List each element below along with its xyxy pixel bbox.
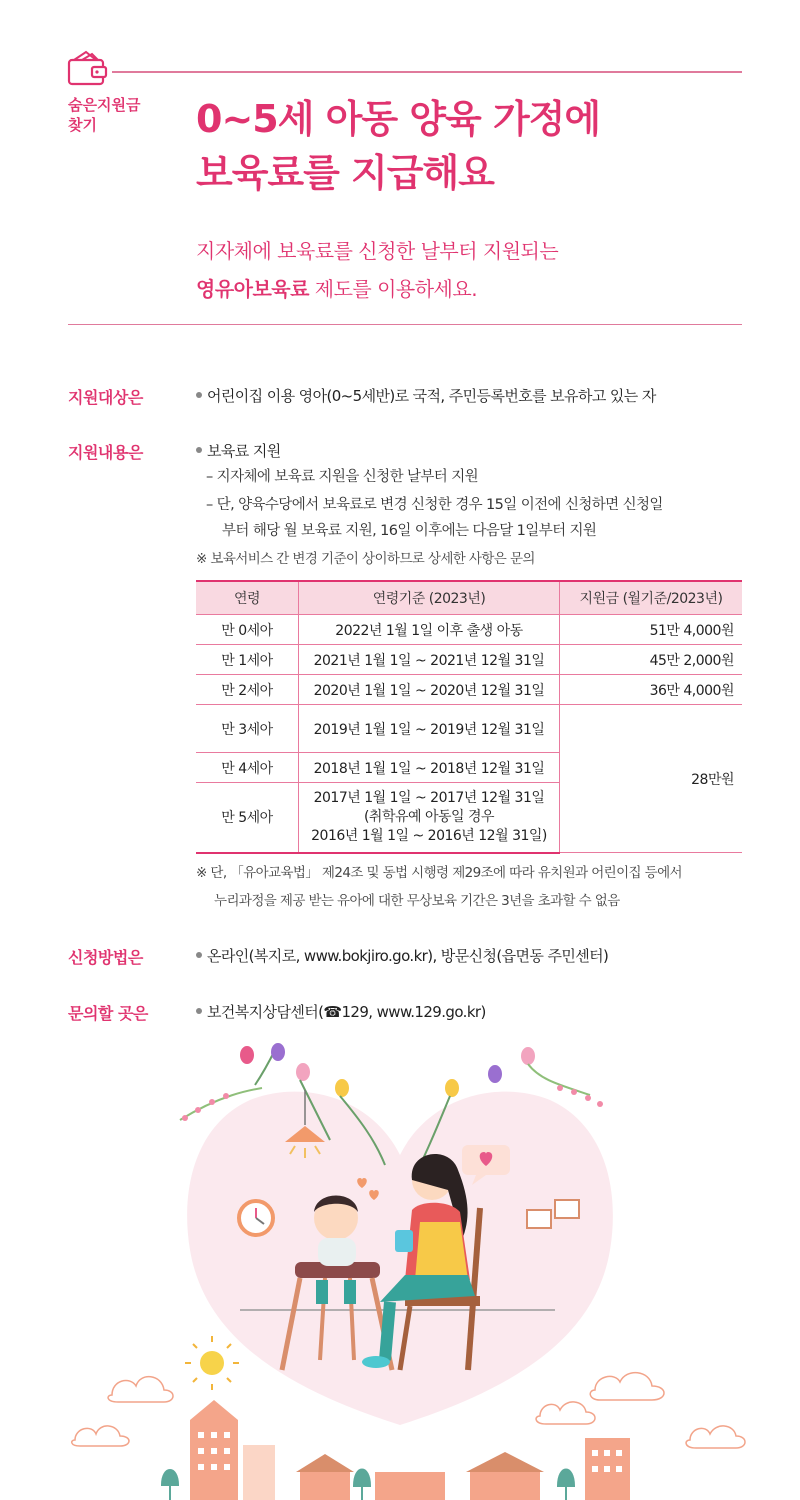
content-dash1: – 지자체에 보육료 지원을 신청한 날부터 지원 <box>206 469 479 485</box>
apply-text <box>196 943 608 969</box>
apply-label: 신청방법은 <box>68 948 143 967</box>
content-dash2-line2: 부터 해당 월 보육료 지원, 16일 이후에는 다음달 1일부터 지원 <box>222 523 597 539</box>
subtitle-rest: 제도를 이용하세요. <box>308 277 478 301</box>
tree <box>354 1470 370 1500</box>
picture-frame <box>527 1210 551 1228</box>
content-bullet-value: 보육료 지원 <box>207 442 281 460</box>
col-basis: 연령기준 (2023년) <box>299 581 560 615</box>
table-note-line2: 누리과정을 제공 받는 유아에 대한 무상보육 기간은 3년을 초과할 수 없음 <box>214 893 620 909</box>
tulip-flower <box>240 1046 254 1064</box>
cell-amount: 36만 4,000원 <box>560 675 743 705</box>
support-amount-table <box>196 580 742 854</box>
tree <box>558 1470 574 1500</box>
content-dash2-line1: – 단, 양육수당에서 보육료로 변경 신청한 경우 15일 이전에 신청하면 신청일 <box>206 497 663 513</box>
table-note-line1: ※ 단, 「유아교육법」 제24조 및 동법 시행령 제29조에 따라 유치원과 어린이집 등에서 <box>196 865 682 881</box>
badge-line2: 찾기 <box>68 116 97 134</box>
cell-basis: 2019년 1월 1일 ~ 2019년 12월 31일 <box>299 705 560 753</box>
content-label: 지원내용은 <box>68 443 143 462</box>
tulip-flower <box>521 1047 535 1065</box>
table-row <box>196 675 742 705</box>
cell-merged-amount: 28만원 <box>560 705 743 853</box>
apply-text-value: 온라인(복지로, www.bokjiro.go.kr), 방문신청(읍면동 주민센터) <box>207 947 609 965</box>
cloud <box>590 1373 664 1400</box>
page-title <box>196 92 600 200</box>
cell-age: 만 0세아 <box>196 615 299 645</box>
cell-basis: 2021년 1월 1일 ~ 2021년 12월 31일 <box>299 645 560 675</box>
badge-line1: 숨은지원금 <box>68 96 141 114</box>
tree <box>162 1470 178 1500</box>
building <box>300 1470 350 1500</box>
cell-age: 만 5세아 <box>196 783 299 853</box>
tulip-flower <box>445 1079 459 1097</box>
cell-basis: 2018년 1월 1일 ~ 2018년 12월 31일 <box>299 753 560 783</box>
sun-icon <box>200 1351 224 1375</box>
picture-frame <box>555 1200 579 1218</box>
table-row <box>196 645 742 675</box>
target-text <box>196 383 656 409</box>
tulip-flower <box>488 1065 502 1083</box>
table-row <box>196 705 742 753</box>
category-badge <box>68 95 140 135</box>
col-age: 연령 <box>196 581 299 615</box>
table-row <box>196 615 742 645</box>
baby-body <box>318 1238 356 1266</box>
basis-line3: 2016년 1월 1일 ~ 2016년 12월 31일) <box>311 827 547 844</box>
bullet-dot <box>196 447 202 453</box>
cell-basis: 2022년 1월 1일 이후 출생 아동 <box>299 615 560 645</box>
title-line2: 보육료를 지급해요 <box>196 151 494 195</box>
target-text-value: 어린이집 이용 영아(0~5세반)로 국적, 주민등록번호를 보유하고 있는 자 <box>207 387 656 405</box>
cell-amount: 45만 2,000원 <box>560 645 743 675</box>
building <box>375 1472 445 1500</box>
top-divider <box>112 71 742 73</box>
section-divider <box>68 324 742 325</box>
basis-line1: 2017년 1월 1일 ~ 2017년 12월 31일 <box>313 789 545 806</box>
contact-text-value: 보건복지상담센터(☎129, www.129.go.kr) <box>207 1003 486 1021</box>
cell-basis: 2020년 1월 1일 ~ 2020년 12월 31일 <box>299 675 560 705</box>
bullet-dot <box>196 392 202 398</box>
cell-age: 만 2세아 <box>196 675 299 705</box>
building <box>243 1445 275 1500</box>
mother-feeding-child-illustration <box>0 1040 800 1500</box>
table-header-row <box>196 581 742 615</box>
basis-line2: (취학유예 아동일 경우 <box>363 808 495 825</box>
heart-shape <box>187 1092 613 1425</box>
subtitle-bold: 영유아보육료 <box>196 277 309 301</box>
cloud <box>108 1377 173 1402</box>
subtitle <box>196 232 558 308</box>
cloud <box>72 1426 129 1446</box>
building <box>470 1470 540 1500</box>
contact-text <box>196 999 486 1025</box>
title-line1: 0~5세 아동 양육 가정에 <box>196 97 601 141</box>
tulip-flower <box>296 1063 310 1081</box>
wallet-icon <box>66 48 110 88</box>
tulip-flower <box>335 1079 349 1097</box>
bullet-dot <box>196 1008 202 1014</box>
cloud <box>536 1402 595 1424</box>
content-note: ※ 보육서비스 간 변경 기준이 상이하므로 상세한 사항은 문의 <box>196 551 535 567</box>
contact-label: 문의할 곳은 <box>68 1004 148 1023</box>
subtitle-line2 <box>196 270 558 308</box>
target-label: 지원대상은 <box>68 388 143 407</box>
bullet-dot <box>196 952 202 958</box>
cloud <box>686 1426 745 1448</box>
subtitle-line1: 지자체에 보육료를 신청한 날부터 지원되는 <box>196 239 559 263</box>
cell-basis <box>299 783 560 853</box>
cell-age: 만 3세아 <box>196 705 299 753</box>
cell-age: 만 4세아 <box>196 753 299 783</box>
cell-age: 만 1세아 <box>196 645 299 675</box>
slipper <box>362 1356 390 1368</box>
col-amount: 지원금 (월기준/2023년) <box>560 581 743 615</box>
cell-amount: 51만 4,000원 <box>560 615 743 645</box>
content-bullet <box>196 438 281 464</box>
tulip-flower <box>271 1043 285 1061</box>
